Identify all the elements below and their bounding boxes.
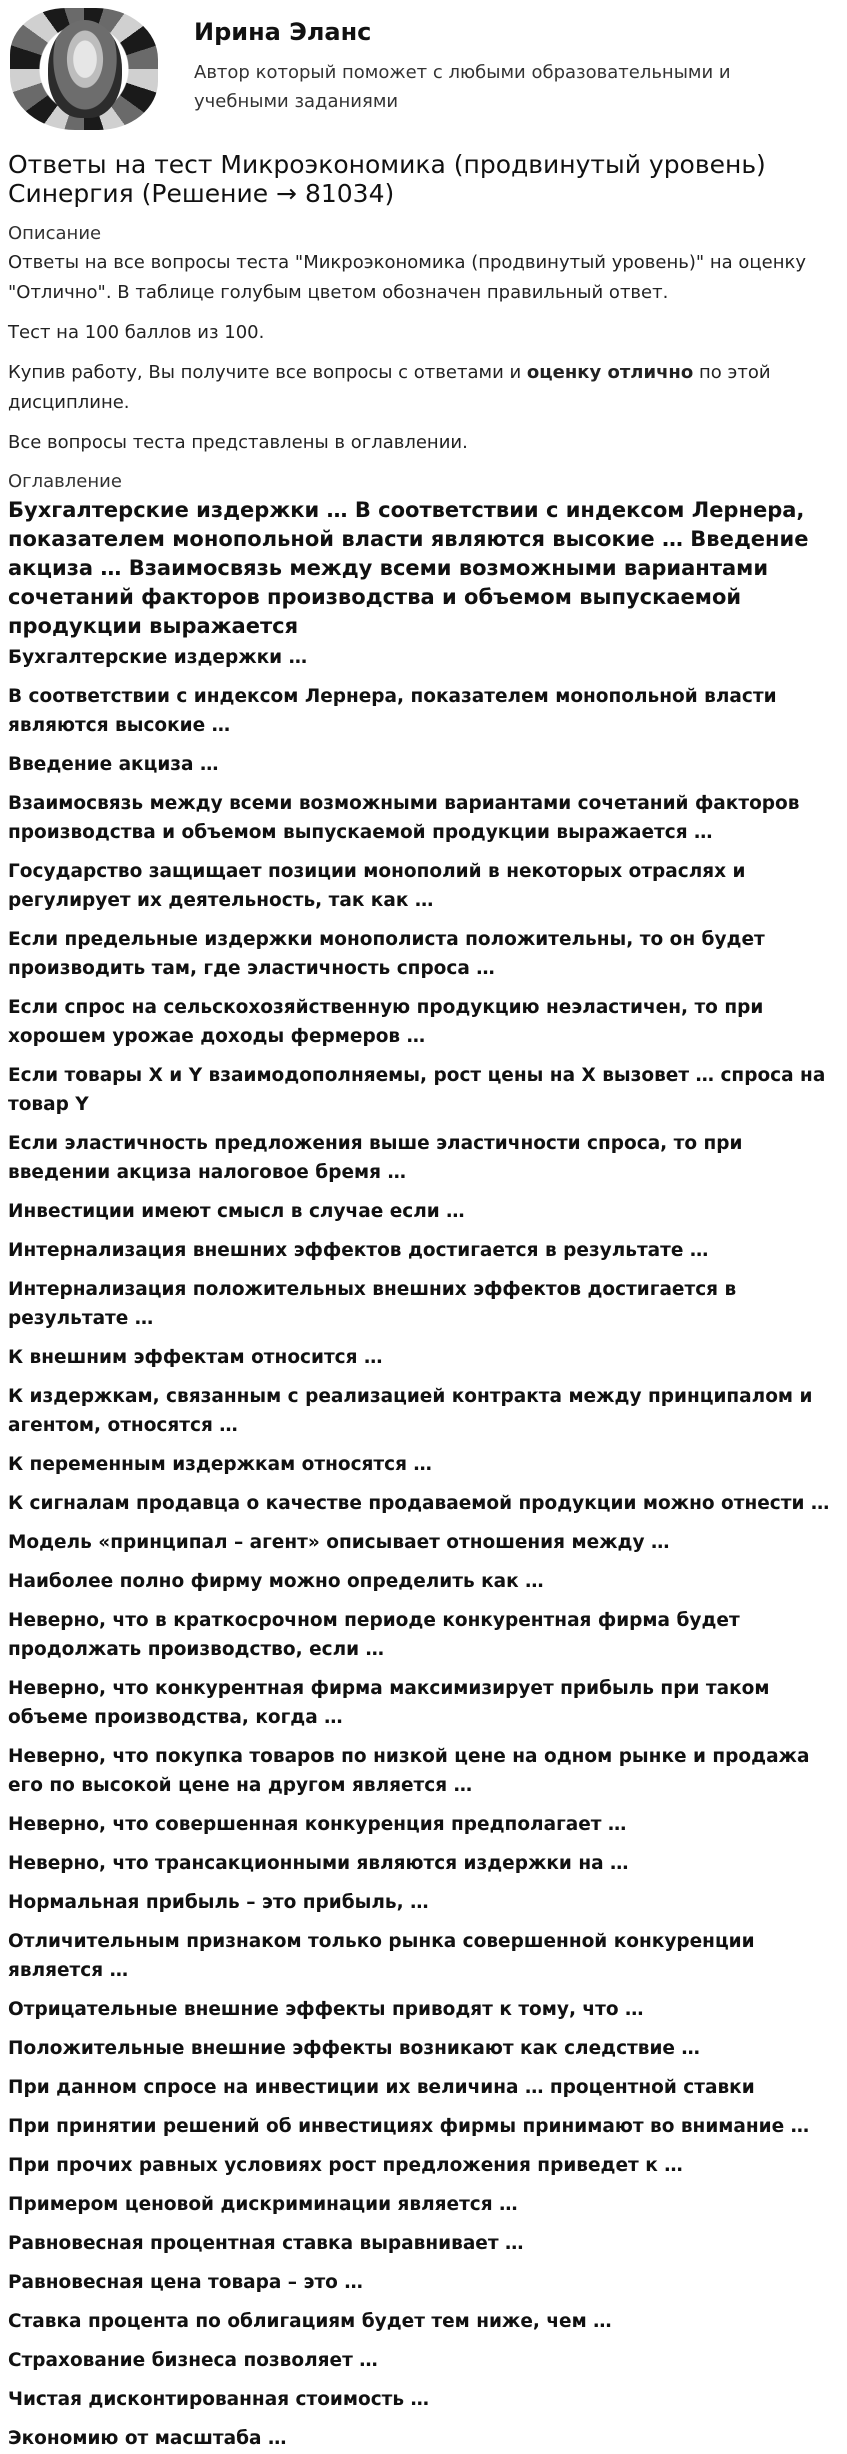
- description-p3-bold: оценку отлично: [526, 362, 694, 383]
- toc-item[interactable]: Примером ценовой дискриминации является …: [8, 2194, 518, 2215]
- description-paragraph-3: [8, 358, 839, 418]
- toc-item[interactable]: Интернализация внешних эффектов достигается в результате …: [8, 1240, 709, 1261]
- toc-item[interactable]: Государство защищает позиции монополий в некоторых отраслях и регулирует их деятельность, так как …: [8, 861, 746, 911]
- avatar[interactable]: [8, 6, 160, 132]
- toc-item[interactable]: При прочих равных условиях рост предложения приведет к …: [8, 2155, 683, 2176]
- toc-item[interactable]: Неверно, что совершенная конкуренция предполагает …: [8, 1814, 627, 1835]
- toc-item[interactable]: К переменным издержкам относятся …: [8, 1454, 432, 1475]
- avatar-photo: [48, 20, 122, 118]
- toc-item[interactable]: Неверно, что в краткосрочном периоде конкурентная фирма будет продолжать производство, если …: [8, 1610, 740, 1660]
- toc-item[interactable]: В соответствии с индексом Лернера, показателем монопольной власти являются высокие …: [8, 686, 777, 736]
- toc-item[interactable]: Бухгалтерские издержки …: [8, 647, 308, 668]
- author-name[interactable]: Ирина Эланс: [194, 18, 372, 46]
- table-of-contents: [8, 643, 839, 2453]
- description-p3-start: Купив работу, Вы получите все вопросы с ответами и: [8, 362, 527, 383]
- toc-item[interactable]: Взаимосвязь между всеми возможными вариантами сочетаний факторов производства и объемом выпускаемой продукции выражается …: [8, 793, 800, 843]
- toc-item[interactable]: Чистая дисконтированная стоимость …: [8, 2389, 430, 2410]
- toc-item[interactable]: К внешним эффектам относится …: [8, 1347, 383, 1368]
- author-card: [8, 0, 839, 138]
- toc-item[interactable]: К издержкам, связанным с реализацией контракта между принципалом и агентом, относятся …: [8, 1386, 813, 1436]
- toc-item[interactable]: Неверно, что покупка товаров по низкой цене на одном рынке и продажа его по высокой цене на другом является …: [8, 1746, 810, 1796]
- toc-item[interactable]: При принятии решений об инвестициях фирмы принимают во внимание …: [8, 2116, 810, 2137]
- toc-heading: Бухгалтерские издержки … В соответствии с индексом Лернера, показателем монопольной власти являются высокие … Введение акциза … Взаимосвязь между всеми возможными вариантами сочетаний факторов производства и объемом выпускаемой продукции выражается: [8, 498, 809, 638]
- toc-item[interactable]: Если спрос на сельскохозяйственную продукцию неэластичен, то при хорошем урожае доходы фермеров …: [8, 997, 764, 1047]
- author-description: Автор который поможет с любыми образовательными и учебными заданиями: [194, 62, 731, 112]
- toc-item[interactable]: Страхование бизнеса позволяет …: [8, 2350, 378, 2371]
- toc-item[interactable]: Отрицательные внешние эффекты приводят к тому, что …: [8, 1999, 644, 2020]
- page-title: Ответы на тест Микроэкономика (продвинутый уровень) Синергия (Решение → 81034): [8, 150, 766, 208]
- toc-item[interactable]: Модель «принципал – агент» описывает отношения между …: [8, 1532, 670, 1553]
- toc-item[interactable]: Ставка процента по облигациям будет тем ниже, чем …: [8, 2311, 612, 2332]
- toc-item[interactable]: К сигналам продавца о качестве продаваемой продукции можно отнести …: [8, 1493, 830, 1514]
- toc-item[interactable]: Введение акциза …: [8, 754, 219, 775]
- toc-item[interactable]: Инвестиции имеют смысл в случае если …: [8, 1201, 465, 1222]
- author-info: [160, 6, 784, 116]
- description-paragraph-4: Все вопросы теста представлены в оглавлении.: [8, 432, 468, 453]
- toc-item[interactable]: Равновесная цена товара – это …: [8, 2272, 363, 2293]
- description-label: Описание: [8, 223, 102, 244]
- toc-item[interactable]: Если предельные издержки монополиста положительны, то он будет производить там, где эластичность спроса …: [8, 929, 765, 979]
- toc-label: Оглавление: [8, 471, 122, 492]
- toc-item[interactable]: Наиболее полно фирму можно определить как …: [8, 1571, 544, 1592]
- description-paragraph-1: Ответы на все вопросы теста "Микроэкономика (продвинутый уровень)" на оценку "Отлично". В таблице голубым цветом обозначен правильный ответ.: [8, 252, 807, 303]
- toc-item[interactable]: Положительные внешние эффекты возникают как следствие …: [8, 2038, 700, 2059]
- toc-item[interactable]: Нормальная прибыль – это прибыль, …: [8, 1892, 429, 1913]
- toc-item[interactable]: Неверно, что трансакционными являются издержки на …: [8, 1853, 629, 1874]
- toc-item[interactable]: Отличительным признаком только рынка совершенной конкуренции является …: [8, 1931, 755, 1981]
- toc-item[interactable]: Если товары X и Y взаимодополняемы, рост цены на X вызовет … спроса на товар Y: [8, 1065, 826, 1115]
- toc-item[interactable]: Экономию от масштаба …: [8, 2428, 287, 2449]
- toc-item[interactable]: Равновесная процентная ставка выравнивает …: [8, 2233, 524, 2254]
- toc-item[interactable]: При данном спросе на инвестиции их величина … процентной ставки: [8, 2077, 755, 2098]
- description-paragraph-2: Тест на 100 баллов из 100.: [8, 322, 265, 343]
- description-p3-end: по этой дисциплине.: [8, 362, 771, 413]
- toc-item[interactable]: Если эластичность предложения выше эластичности спроса, то при введении акциза налоговое бремя …: [8, 1133, 743, 1183]
- toc-item[interactable]: Интернализация положительных внешних эффектов достигается в результате …: [8, 1279, 737, 1329]
- toc-item[interactable]: Неверно, что конкурентная фирма максимизирует прибыль при таком объеме производства, когда …: [8, 1678, 770, 1728]
